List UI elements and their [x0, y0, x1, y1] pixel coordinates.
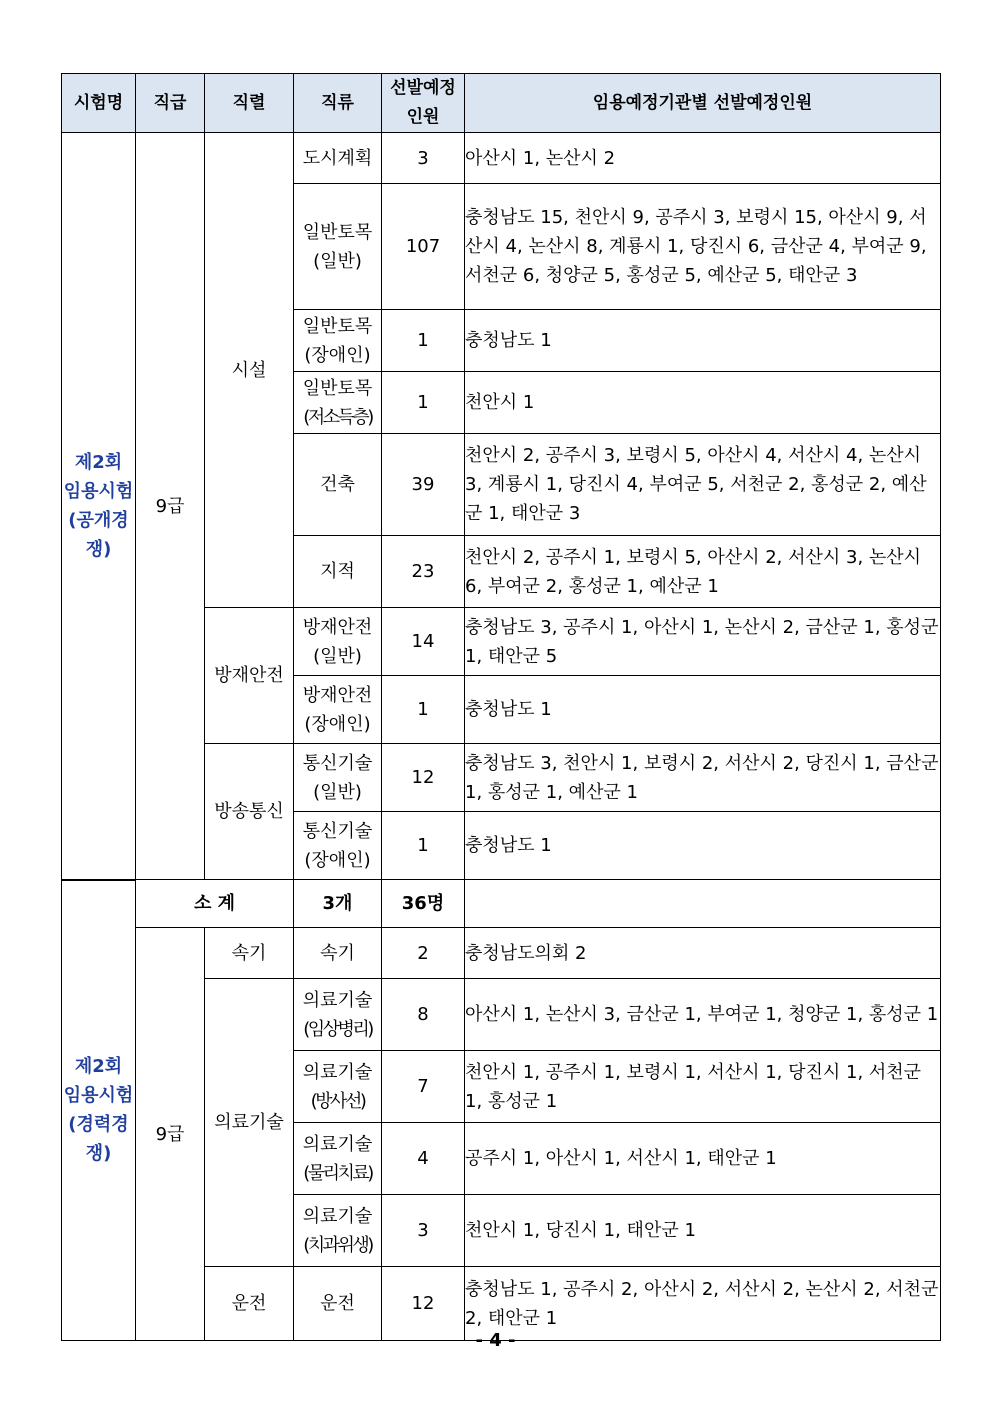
detail-cell: 천안시 1, 공주시 1, 보령시 1, 서산시 1, 당진시 1, 서천군 1, 홍성군 1 — [465, 1051, 941, 1123]
quota-cell: 39 — [382, 434, 465, 536]
series-medical: 의료기술 — [205, 979, 294, 1267]
quota-cell: 14 — [382, 608, 465, 676]
category-line: 의료기술 — [302, 1133, 373, 1155]
detail-cell: 아산시 1, 논산시 2 — [465, 133, 941, 184]
category-line: 의료기술 — [302, 989, 373, 1011]
header-category: 직류 — [294, 74, 382, 133]
category-line: 일반토목 — [302, 315, 373, 337]
category-line: 방재안전 — [302, 684, 373, 706]
category-line: (치과위생) — [303, 1234, 372, 1256]
header-series: 직렬 — [205, 74, 294, 133]
category-line: (일반) — [313, 250, 362, 272]
category-line: 운전 — [320, 1293, 355, 1314]
quota-cell: 23 — [382, 536, 465, 608]
detail-cell: 아산시 1, 논산시 3, 금산군 1, 부여군 1, 청양군 1, 홍성군 1 — [465, 979, 941, 1051]
category-cell — [294, 372, 382, 434]
page-number: - 4 - — [475, 1330, 516, 1351]
category-line: (물리치료) — [303, 1162, 372, 1184]
detail-cell: 충청남도의회 2 — [465, 928, 941, 979]
category-cell — [294, 979, 382, 1051]
exam-name-career — [62, 880, 136, 1341]
quota-cell: 3 — [382, 133, 465, 184]
category-line: (임상병리) — [303, 1018, 372, 1040]
table-row — [62, 133, 941, 184]
category-line: 통신기술 — [302, 752, 373, 774]
category-cell — [294, 434, 382, 536]
category-cell — [294, 1051, 382, 1123]
category-line: 의료기술 — [302, 1205, 373, 1227]
category-line: 통신기술 — [302, 820, 373, 842]
category-line: 도시계획 — [302, 147, 373, 169]
category-line: (일반) — [313, 781, 362, 803]
detail-cell: 충청남도 1 — [465, 812, 941, 880]
header-grade: 직급 — [136, 74, 205, 133]
category-line: 지적 — [320, 561, 355, 582]
category-cell — [294, 133, 382, 184]
category-line: (장애인) — [304, 344, 371, 366]
category-cell — [294, 310, 382, 372]
quota-cell: 1 — [382, 676, 465, 744]
category-line: (일반) — [313, 645, 362, 667]
category-line: (장애인) — [304, 713, 371, 735]
exam-name-line: 제2회 — [74, 451, 123, 473]
exam-name-line: (경력경쟁) — [68, 1114, 129, 1165]
series-broadcast: 방송통신 — [205, 744, 294, 880]
detail-cell: 천안시 1, 당진시 1, 태안군 1 — [465, 1195, 941, 1267]
detail-cell: 천안시 1 — [465, 372, 941, 434]
detail-cell: 공주시 1, 아산시 1, 서산시 1, 태안군 1 — [465, 1123, 941, 1195]
quota-cell: 1 — [382, 372, 465, 434]
header-row — [62, 74, 941, 133]
detail-cell: 충청남도 3, 천안시 1, 보령시 2, 서산시 2, 당진시 1, 금산군 1, 홍성군 1, 예산군 1 — [465, 744, 941, 812]
exam-name-line: 임용시험 — [63, 1085, 134, 1107]
subtotal-detail — [465, 880, 941, 928]
category-line: 속기 — [320, 942, 355, 964]
category-line: 방재안전 — [302, 616, 373, 638]
category-line: (장애인) — [304, 849, 371, 871]
category-cell — [294, 184, 382, 310]
detail-cell: 충청남도 15, 천안시 9, 공주시 3, 보령시 15, 아산시 9, 서산시 4, 논산시 8, 계룡시 1, 당진시 6, 금산군 4, 부여군 9, 서천군 6, 청양군 5, 홍성군 5, 예산군 5, 태안군 3 — [465, 184, 941, 310]
exam-name-line: 임용시험 — [63, 480, 134, 502]
quota-cell: 107 — [382, 184, 465, 310]
quota-cell: 4 — [382, 1123, 465, 1195]
quota-cell: 7 — [382, 1051, 465, 1123]
detail-cell: 충청남도 1 — [465, 310, 941, 372]
category-cell — [294, 928, 382, 979]
quota-cell: 3 — [382, 1195, 465, 1267]
series-driving: 운전 — [205, 1267, 294, 1341]
quota-cell: 1 — [382, 812, 465, 880]
detail-cell: 충청남도 1 — [465, 676, 941, 744]
series-shorthand: 속기 — [205, 928, 294, 979]
subtotal-row — [62, 880, 941, 928]
exam-name-line: (공개경쟁) — [68, 509, 129, 560]
exam-name-open — [62, 133, 136, 880]
category-line: 건축 — [320, 474, 355, 495]
category-cell — [294, 812, 382, 880]
category-cell — [294, 1123, 382, 1195]
series-disaster: 방재안전 — [205, 608, 294, 744]
detail-cell: 천안시 2, 공주시 1, 보령시 5, 아산시 2, 서산시 3, 논산시 6, 부여군 2, 홍성군 1, 예산군 1 — [465, 536, 941, 608]
exam-name-line: 제2회 — [74, 1056, 123, 1078]
header-quota: 선발예정인원 — [382, 74, 465, 133]
table-row — [62, 928, 941, 979]
quota-cell: 1 — [382, 310, 465, 372]
header-detail: 임용예정기관별 선발예정인원 — [465, 74, 941, 133]
quota-cell: 12 — [382, 744, 465, 812]
category-cell — [294, 1195, 382, 1267]
subtotal-people: 36명 — [382, 880, 465, 928]
quota-cell: 8 — [382, 979, 465, 1051]
quota-cell: 12 — [382, 1267, 465, 1341]
category-cell — [294, 536, 382, 608]
category-line: (방사선) — [310, 1090, 365, 1112]
category-cell — [294, 744, 382, 812]
subtotal-label: 소 계 — [136, 880, 294, 928]
subtotal-count: 3개 — [294, 880, 382, 928]
quota-cell: 2 — [382, 928, 465, 979]
detail-cell: 충청남도 3, 공주시 1, 아산시 1, 논산시 2, 금산군 1, 홍성군 1, 태안군 5 — [465, 608, 941, 676]
detail-cell: 천안시 2, 공주시 3, 보령시 5, 아산시 4, 서산시 4, 논산시 3, 계룡시 1, 당진시 4, 부여군 5, 서천군 2, 홍성군 2, 예산군 1, 태안군 3 — [465, 434, 941, 536]
grade-cell: 9급 — [136, 928, 205, 1341]
category-line: 일반토목 — [302, 221, 373, 243]
category-line: 일반토목 — [302, 377, 373, 399]
category-cell — [294, 608, 382, 676]
category-cell — [294, 676, 382, 744]
series-facility: 시설 — [205, 133, 294, 608]
category-line: (저소득층) — [303, 406, 372, 428]
detail-cell: 충청남도 1, 공주시 2, 아산시 2, 서산시 2, 논산시 2, 서천군 2, 태안군 1 — [465, 1267, 941, 1341]
category-line: 의료기술 — [302, 1061, 373, 1083]
grade-cell: 9급 — [136, 133, 205, 880]
recruitment-table — [61, 73, 941, 1341]
header-exam: 시험명 — [62, 74, 136, 133]
